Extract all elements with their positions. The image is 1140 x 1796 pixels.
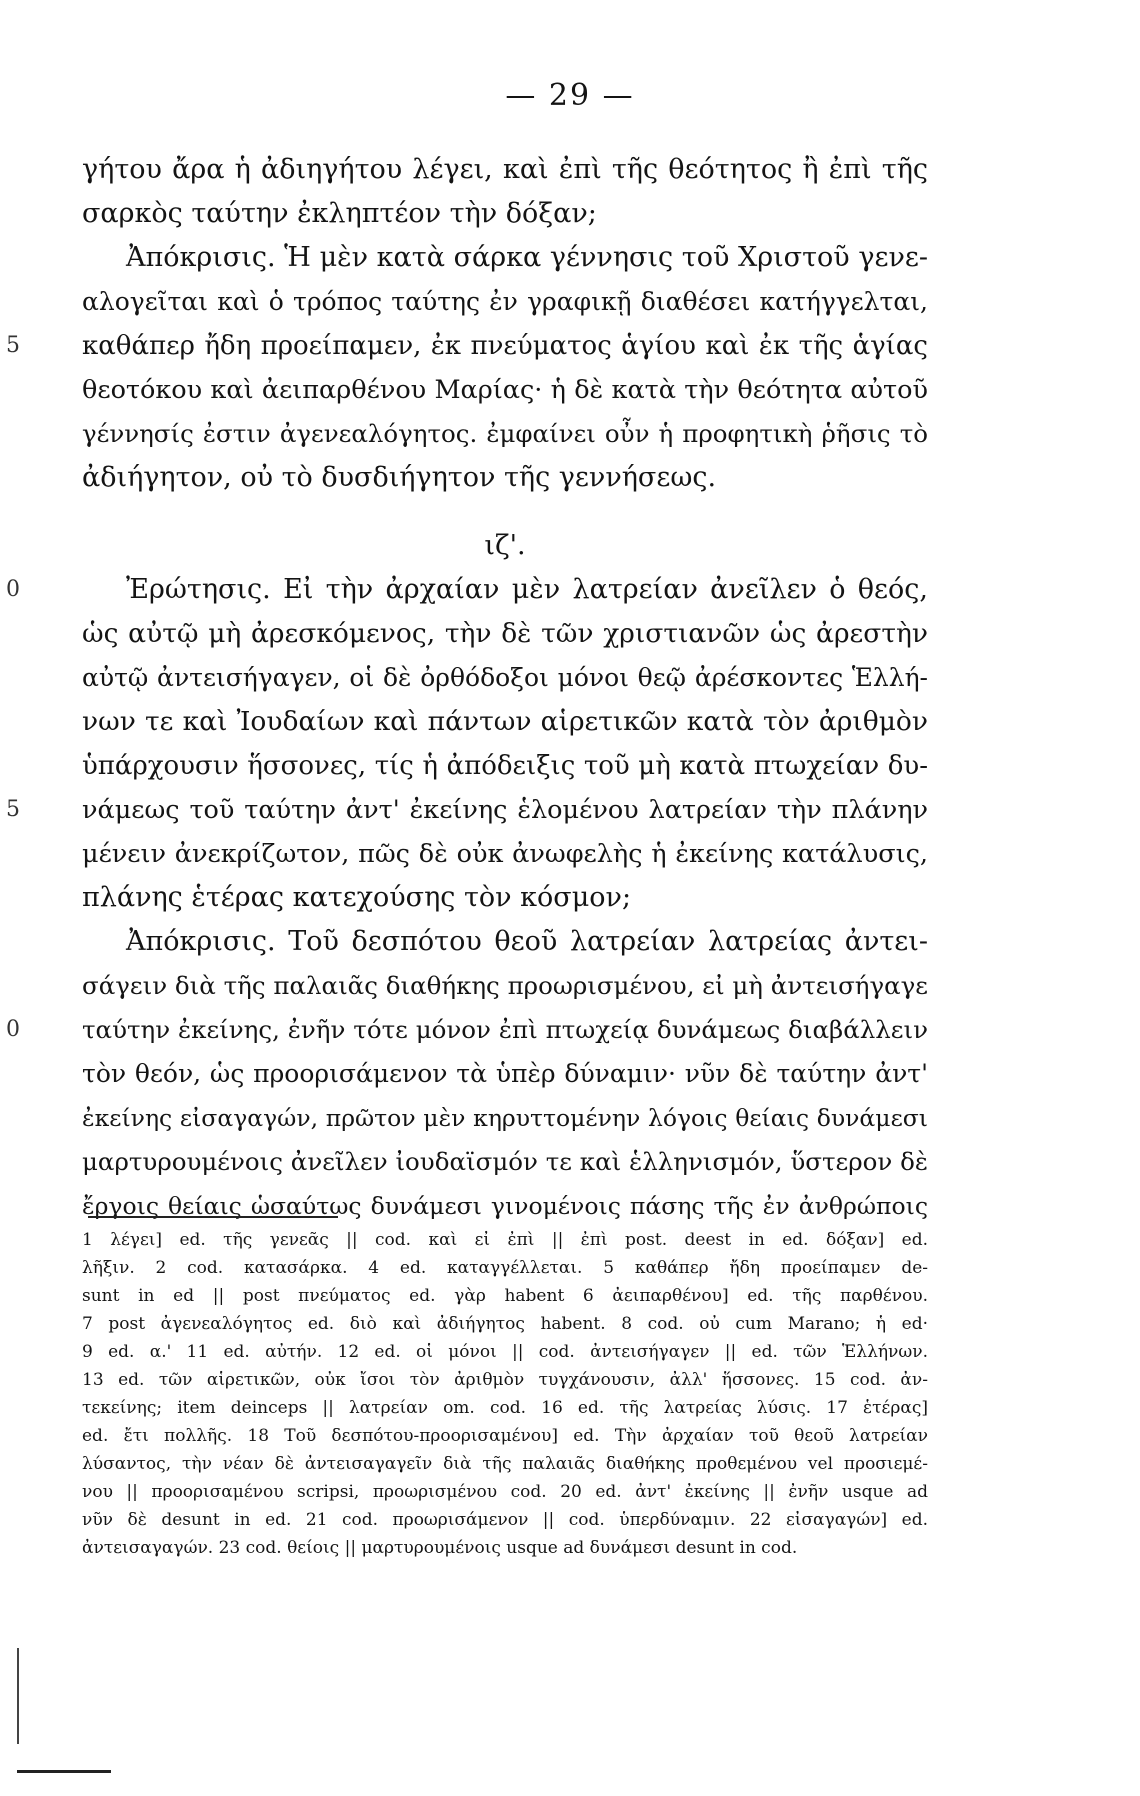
section-marker: ιζ'. [484,530,526,561]
text-line: 0 Ἐρώτησις. Εἰ τὴν ἀρχαίαν μὲν λατρείαν ἀνεῖλεν ὁ θεός, [82,568,928,612]
footnote-line: νῦν δὲ desunt in ed. 21 cod. προωρισάμενον || cod. ὑπερδύναμιν. 22 εἰσαγαγών] ed. [82,1510,928,1530]
text-line: θεοτόκου καὶ ἀειπαρθένου Μαρίας· ἡ δὲ κατὰ τὴν θεότητα αὐτοῦ [82,375,928,405]
line-number: 0 [6,1017,20,1042]
footnote-divider [88,1216,338,1218]
footnote-line: 9 ed. α.' 11 ed. αὐτήν. 12 ed. οἱ μόνοι || cod. ἀντεισήγαγεν || ed. τῶν Ἑλλήνων. [82,1342,928,1362]
margin-mark [17,1648,19,1744]
text-line: Ἀπόκρισις. Ἡ μὲν κατὰ σάρκα γέννησις τοῦ Χριστοῦ γενε- [126,242,928,273]
text-line: ἐκείνης εἰσαγαγών, πρῶτον μὲν κηρυττομένην λόγοις θείαις δυνάμεσι [82,1104,928,1132]
text-line: ὡς αὐτῷ μὴ ἀρεσκόμενος, τὴν δὲ τῶν χριστιανῶν ὡς ἀρεστὴν [82,618,928,649]
footnote-line: λῆξιν. 2 cod. κατασάρκα. 4 ed. καταγγέλλεται. 5 καθάπερ ἤδη προείπαμεν de- [82,1258,928,1278]
critical-apparatus [82,1226,928,1562]
text-line: σάγειν διὰ τῆς παλαιᾶς διαθήκης προωρισμένου, εἰ μὴ ἀντεισήγαγε [82,971,928,1000]
line-number: 5 [6,333,20,358]
text-line: αλογεῖται καὶ ὁ τρόπος ταύτης ἐν γραφικῇ διαθέσει κατήγγελται, [82,287,928,316]
text-line: αὐτῷ ἀντεισήγαγεν, οἱ δὲ ὀρθόδοξοι μόνοι θεῷ ἀρέσκοντες Ἑλλή- [82,663,928,692]
text-line: 5 νάμεως τοῦ ταύτην ἀντ' ἐκείνης ἑλομένου λατρείαν τὴν πλάνην [82,788,928,832]
footnote-line: ed. ἔτι πολλῆς. 18 Τοῦ δεσπότου-προορισαμένου] ed. Τὴν ἀρχαίαν τοῦ θεοῦ λατρείαν [82,1426,928,1446]
footnote-line: sunt in ed || post πνεύματος ed. γὰρ habent 6 ἀειπαρθένου] ed. τῆς παρθένου. [82,1286,928,1306]
footnote-line: νου || προορισαμένου scripsi, προωρισμένου cod. 20 ed. ἀντ' ἐκείνης || ἐνῆν usque ad [82,1482,928,1502]
line-number: 0 [6,577,20,602]
footnote-line: ἀντεισαγαγών. 23 cod. θείοις || μαρτυρουμένοις usque ad δυνάμεσι desunt in cod. [82,1538,798,1558]
text-line: μένειν ἀνεκρίζωτον, πῶς δὲ οὐκ ἀνωφελὴς ἡ ἐκείνης κατάλυσις, [82,839,928,869]
footnote-line: 7 post ἀγενεαλόγητος ed. διὸ καὶ ἀδιήγητος habent. 8 cod. οὐ cum Marano; ἡ ed· [82,1314,928,1334]
footnote-line: λύσαντος, τὴν νέαν δὲ ἀντεισαγαγεῖν διὰ τῆς παλαιᾶς διαθήκης προθεμένου vel προσιεμέ- [82,1454,928,1474]
line-number: 5 [6,797,20,822]
text-line: ἔργοις θείαις ὡσαύτως δυνάμεσι γινομένοις πάσης τῆς ἐν ἀνθρώποις [82,1192,928,1220]
text-line: ἀδιήγητον, οὐ τὸ δυσδιήγητον τῆς γεννήσεως. [82,462,717,493]
main-text [6,148,928,1228]
text-line: Ἀπόκρισις. Τοῦ δεσπότου θεοῦ λατρείαν λατρείας ἀντει- [126,926,928,957]
footnote-line: τεκείνης; item deinceps || λατρείαν om. cod. 16 ed. τῆς λατρείας λύσις. 17 ἑτέρας] [82,1398,928,1418]
text-line: ὑπάρχουσιν ἥσσονες, τίς ἡ ἀπόδειξις τοῦ μὴ κατὰ πτωχείαν δυ- [82,751,928,781]
text-line: γέννησίς ἐστιν ἀγενεαλόγητος. ἐμφαίνει οὖν ἡ προφητικὴ ῥῆσις τὸ [82,419,928,448]
footnote-line: 13 ed. τῶν αἱρετικῶν, οὐκ ἴσοι τὸν ἀριθμὸν τυγχάνουσιν, ἀλλ' ἥσσονες. 15 cod. ἀν- [82,1370,928,1390]
text-line: νων τε καὶ Ἰουδαίων καὶ πάντων αἱρετικῶν κατὰ τὸν ἀριθμὸν [82,706,928,737]
text-line: 0 ταύτην ἐκείνης, ἐνῆν τότε μόνον ἐπὶ πτωχείᾳ δυνάμεως διαβάλλειν [82,1008,928,1052]
text-line: γήτου ἄρα ἡ ἀδιηγήτου λέγει, καὶ ἐπὶ τῆς θεότητος ἢ ἐπὶ τῆς [82,154,928,185]
page-number: — 29 — [505,78,635,113]
text-line: σαρκὸς ταύτην ἐκληπτέον τὴν δόξαν; [82,198,597,229]
corner-rule [17,1770,111,1773]
text-line: μαρτυρουμένοις ἀνεῖλεν ἰουδαϊσμόν τε καὶ ἑλληνισμόν, ὕστερον δὲ [82,1147,928,1176]
text-line: 5 καθάπερ ἤδη προείπαμεν, ἐκ πνεύματος ἁγίου καὶ ἐκ τῆς ἁγίας [82,324,928,368]
text-line: τὸν θεόν, ὡς προορισάμενον τὰ ὑπὲρ δύναμιν· νῦν δὲ ταύτην ἀντ' [82,1059,928,1088]
text-line: πλάνης ἑτέρας κατεχούσης τὸν κόσμον; [82,882,632,913]
footnote-line: 1 λέγει] ed. τῆς γενεᾶς || cod. καὶ εἰ ἐπὶ || ἐπὶ post. deest in ed. δόξαν] ed. [82,1230,928,1250]
